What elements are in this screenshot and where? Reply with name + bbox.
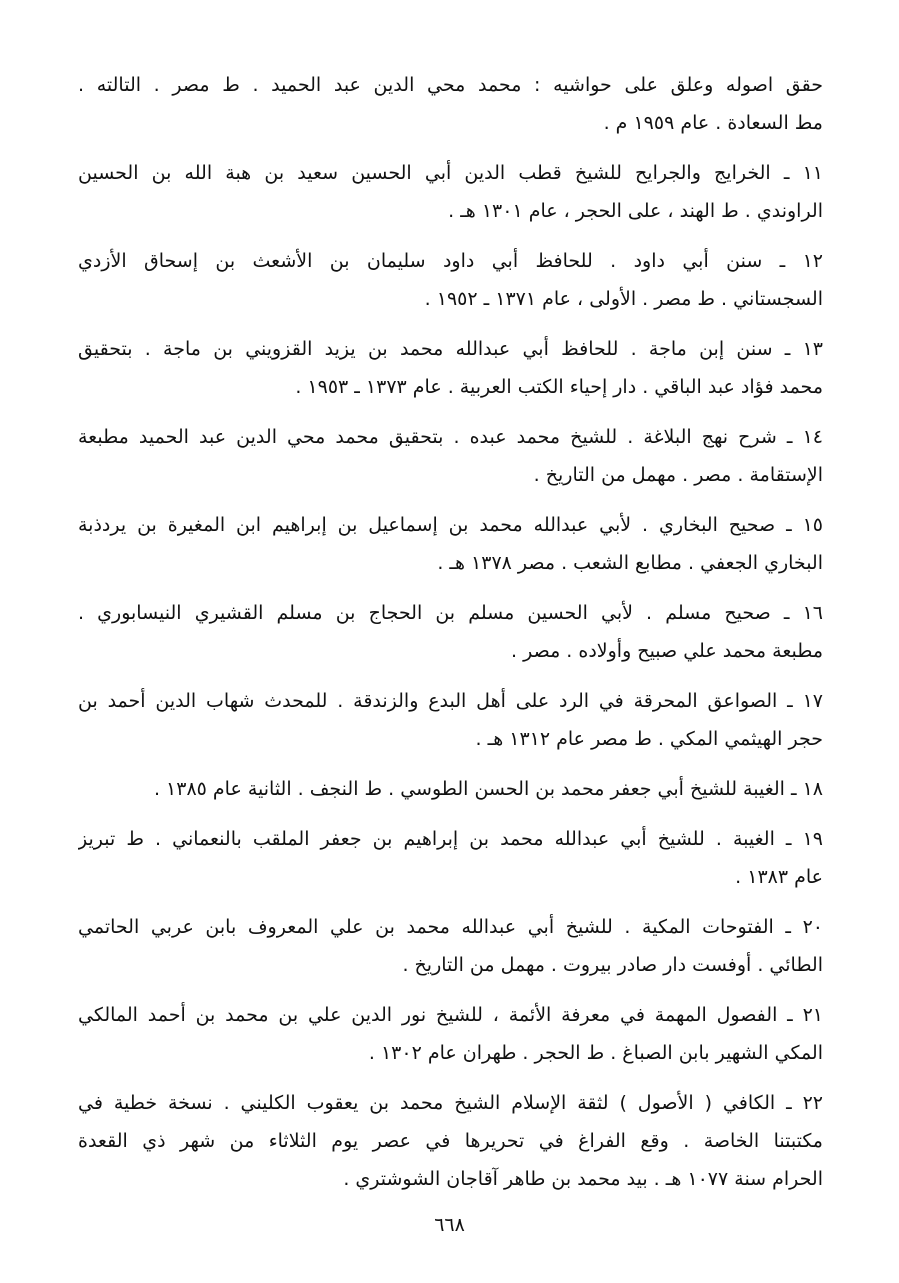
bibliography-entry [78, 908, 823, 984]
bibliography-entry [78, 996, 823, 1072]
entry-line: الحرام سنة ١٠٧٧ هـ . بيد محمد بن طاهر آقاجان الشوشتري . [343, 1168, 823, 1190]
bibliography-entry [78, 594, 823, 670]
entry-line: مطبعة محمد علي صبيح وأولاده . مصر . [511, 640, 823, 662]
entry-line: ١٨ ـ الغيبة للشيخ أبي جعفر محمد بن الحسن الطوسي . ط النجف . الثانية عام ١٣٨٥ . [153, 778, 823, 800]
bibliography-entry [78, 506, 823, 582]
entry-line: الإستقامة . مصر . مهمل من التاريخ . [533, 464, 823, 486]
entry-line: الطائي . أوفست دار صادر بيروت . مهمل من التاريخ . [402, 954, 823, 976]
entry-line: ١٥ ـ صحيح البخاري . لأبي عبدالله محمد بن إسماعيل بن إبراهيم ابن المغيرة بن يردذبة [78, 514, 823, 536]
page-number: ٦٦٨ [434, 1214, 465, 1236]
bibliography-entry [78, 1084, 823, 1198]
entry-line: السجستاني . ط مصر . الأولى ، عام ١٣٧١ ـ ١٩٥٢ . [424, 288, 823, 310]
entry-line: حجر الهيثمي المكي . ط مصر عام ١٣١٢ هـ . [475, 728, 823, 750]
entry-line: حقق اصوله وعلق على حواشيه : محمد محي الدين عبد الحميد . ط مصر . التالته . [78, 74, 823, 96]
entry-line: المكي الشهير بابن الصباغ . ط الحجر . طهران عام ١٣٠٢ . [368, 1042, 823, 1064]
bibliography-entry [78, 770, 823, 808]
bibliography-entry [78, 418, 823, 494]
entry-line: مكتبتنا الخاصة . وقع الفراغ في تحريرها في عصر يوم الثلاثاء من شهر ذي القعدة [78, 1130, 823, 1152]
entry-line: البخاري الجعفي . مطابع الشعب . مصر ١٣٧٨ هـ . [437, 552, 823, 574]
entry-line: الراوندي . ط الهند ، على الحجر ، عام ١٣٠١ هـ . [448, 200, 823, 222]
entry-line: ١١ ـ الخرايج والجرايح للشيخ قطب الدين أبي الحسين سعيد بن هبة الله بن الحسين [78, 162, 823, 184]
bibliography-entry [78, 820, 823, 896]
bibliography-entry [78, 330, 823, 406]
entry-line: ١٤ ـ شرح نهج البلاغة . للشيخ محمد عبده . بتحقيق محمد محي الدين عبد الحميد مطبعة [78, 426, 823, 448]
bibliography-list [78, 66, 823, 1210]
entry-line: ١٧ ـ الصواعق المحرقة في الرد على أهل البدع والزندقة . للمحدث شهاب الدين أحمد بن [78, 690, 823, 712]
bibliography-entry [78, 66, 823, 142]
entry-line: ٢٠ ـ الفتوحات المكية . للشيخ أبي عبدالله محمد بن علي المعروف بابن عربي الحاتمي [78, 916, 823, 938]
entry-line: عام ١٣٨٣ . [735, 866, 823, 888]
entry-line: ١٦ ـ صحيح مسلم . لأبي الحسين مسلم بن الحجاج بن مسلم القشيري النيسابوري . [78, 602, 823, 624]
entry-line: ١٢ ـ سنن أبي داود . للحافظ أبي داود سليمان بن الأشعث بن إسحاق الأزدي [78, 250, 823, 272]
entry-line: ١٩ ـ الغيبة . للشيخ أبي عبدالله محمد بن إبراهيم بن جعفر الملقب بالنعماني . ط تبريز [78, 828, 823, 850]
entry-line: ١٣ ـ سنن إبن ماجة . للحافظ أبي عبدالله محمد بن يزيد القزويني بن ماجة . بتحقيق [78, 338, 823, 360]
bibliography-entry [78, 682, 823, 758]
bibliography-entry [78, 154, 823, 230]
bibliography-entry [78, 242, 823, 318]
entry-line: محمد فؤاد عبد الباقي . دار إحياء الكتب العربية . عام ١٣٧٣ ـ ١٩٥٣ . [295, 376, 823, 398]
entry-line: ٢٢ ـ الكافي ( الأصول ) لثقة الإسلام الشيخ محمد بن يعقوب الكليني . نسخة خطية في [78, 1092, 823, 1114]
entry-line: مط السعادة . عام ١٩٥٩ م . [603, 112, 823, 134]
entry-line: ٢١ ـ الفصول المهمة في معرفة الأئمة ، للشيخ نور الدين علي بن محمد بن أحمد المالكي [78, 1004, 823, 1026]
